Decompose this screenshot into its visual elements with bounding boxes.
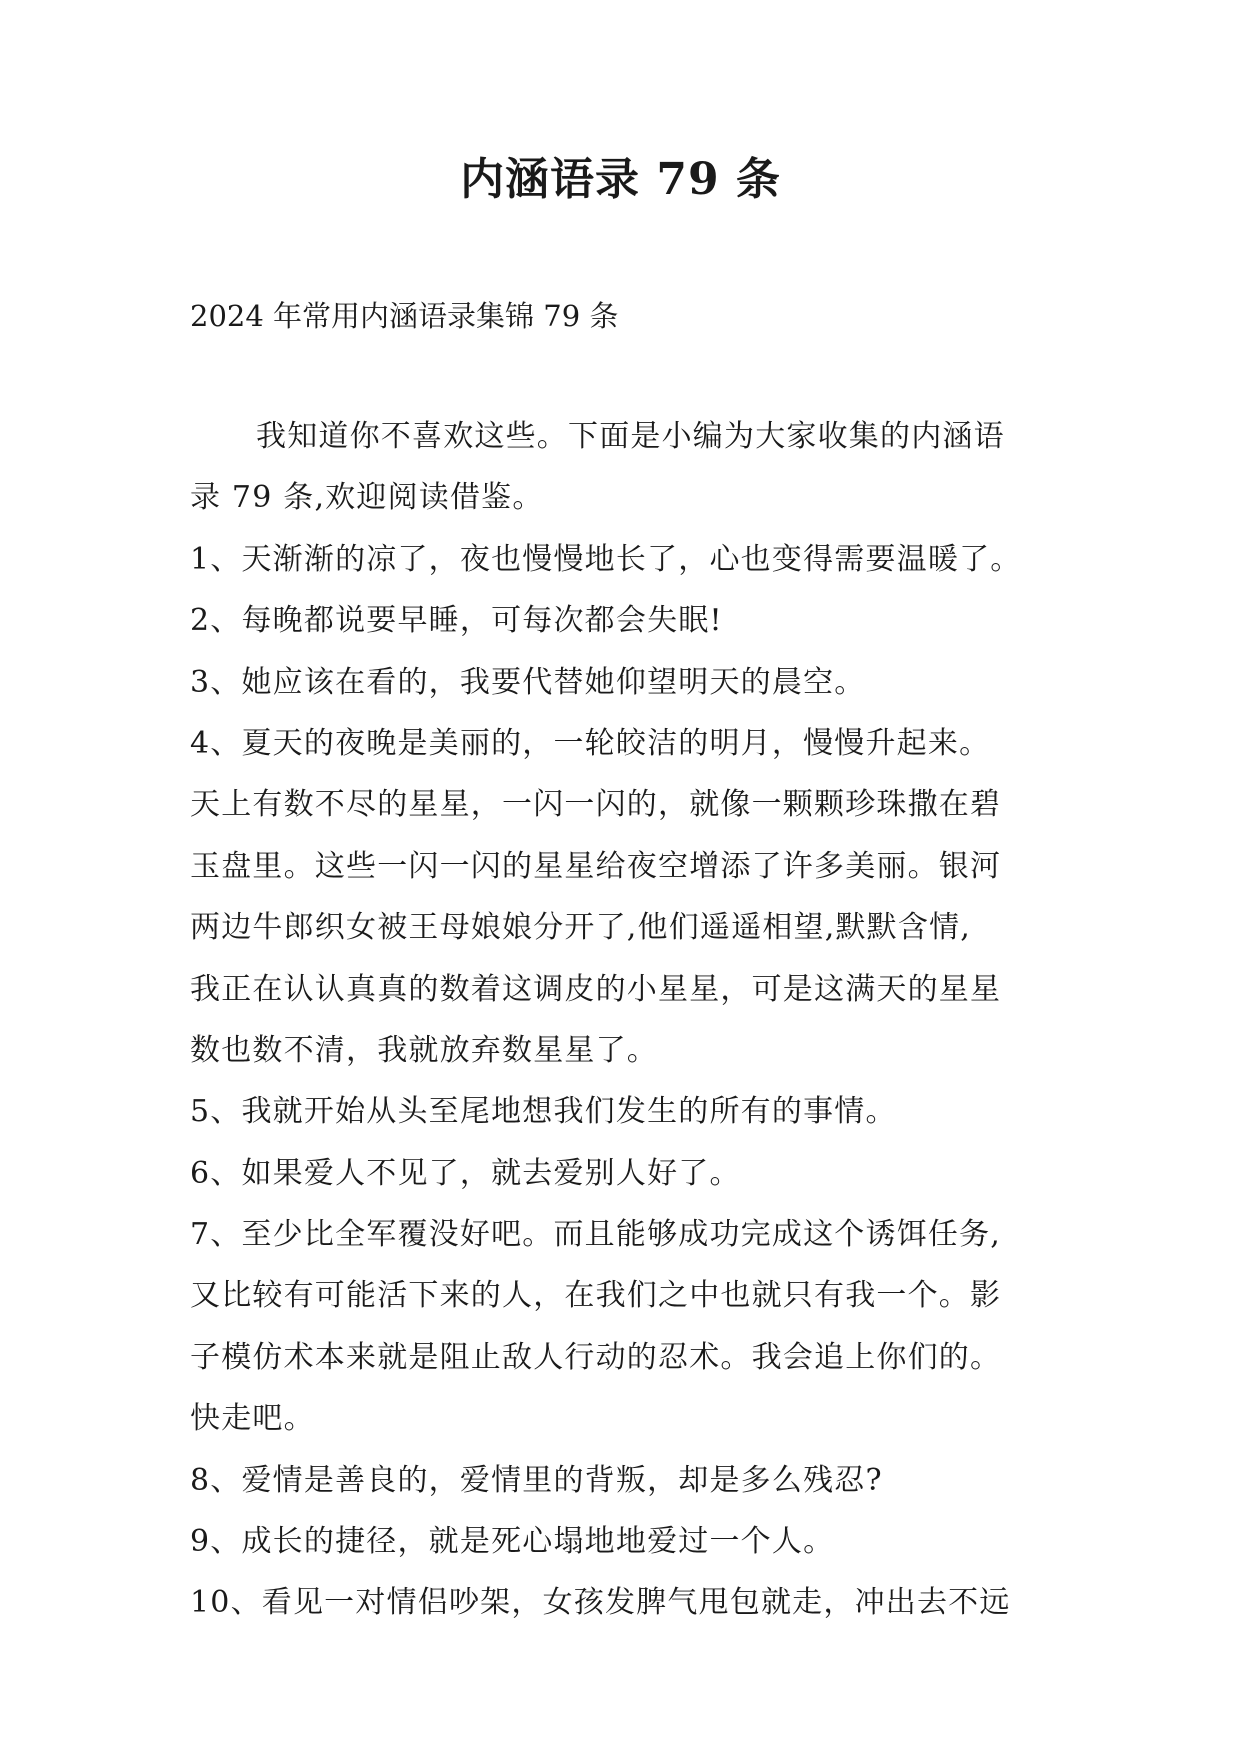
quote-line: 1、天渐渐的凉了，夜也慢慢地长了，心也变得需要温暖了。 (190, 541, 1022, 577)
quote-line: 又比较有可能活下来的人，在我们之中也就只有我一个。影 (190, 1278, 1002, 1314)
quote-line: 玉盘里。这些一闪一闪的星星给夜空增添了许多美丽。银河 (190, 848, 1002, 884)
quote-line: 3、她应该在看的，我要代替她仰望明天的晨空。 (190, 664, 866, 700)
quote-line: 8、爱情是善良的，爱情里的背叛，却是多么残忍? (190, 1462, 883, 1498)
quote-line: 子模仿术本来就是阻止敌人行动的忍术。我会追上你们的。 (190, 1339, 1002, 1375)
document-title: 内涵语录 79 条 (460, 154, 781, 205)
quote-line: 5、我就开始从头至尾地想我们发生的所有的事情。 (190, 1094, 897, 1130)
quote-line: 7、至少比全军覆没好吧。而且能够成功完成这个诱饵任务, (190, 1217, 1002, 1253)
document-body (190, 406, 1090, 1634)
quote-line: 2、每晚都说要早睡，可每次都会失眠! (190, 603, 723, 639)
quote-line: 10、看见一对情侣吵架，女孩发脾气甩包就走，冲出去不远 (190, 1585, 1011, 1621)
quote-line: 9、成长的捷径，就是死心塌地地爱过一个人。 (190, 1524, 835, 1560)
quote-line: 我正在认认真真的数着这调皮的小星星，可是这满天的星星 (190, 971, 1002, 1007)
quote-line: 6、如果爱人不见了，就去爱别人好了。 (190, 1155, 741, 1191)
quote-line: 数也数不清，我就放弃数星星了。 (190, 1032, 658, 1068)
quote-line: 快走吧。 (190, 1401, 315, 1437)
intro-line: 我知道你不喜欢这些。下面是小编为大家收集的内涵语 (256, 419, 1005, 454)
quote-line: 4、夏天的夜晚是美丽的，一轮皎洁的明月，慢慢升起来。 (190, 725, 991, 761)
intro-line: 录 79 条,欢迎阅读借鉴。 (190, 480, 544, 516)
document-subtitle: 2024 年常用内涵语录集锦 79 条 (190, 299, 619, 333)
quote-line: 两边牛郎织女被王母娘娘分开了,他们遥遥相望,默默含情, (190, 910, 972, 946)
quote-line: 天上有数不尽的星星，一闪一闪的，就像一颗颗珍珠撒在碧 (190, 787, 1002, 823)
